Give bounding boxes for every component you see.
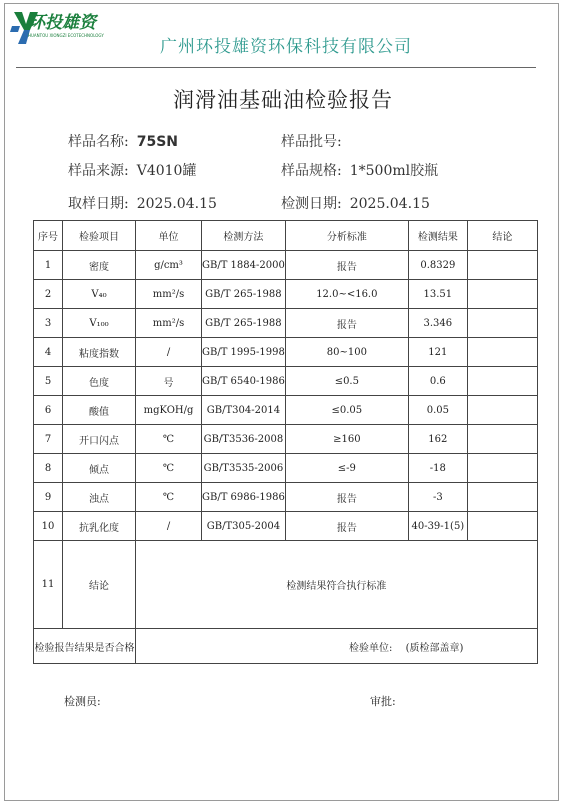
report-title: 润滑油基础油检验报告	[173, 88, 393, 112]
spec-label: 样品规格:	[281, 163, 342, 179]
header-unit: 单位	[136, 221, 202, 251]
source-label: 样品来源:	[68, 163, 129, 179]
cell-item: V₁₀₀	[63, 309, 136, 338]
company-name: 广州环投雄资环保科技有限公司	[160, 37, 412, 57]
cell-item: 色度	[63, 367, 136, 396]
table-row	[34, 425, 538, 454]
cell-conclusion	[467, 483, 537, 512]
cell-item: 密度	[63, 251, 136, 280]
conclusion-label: 结论	[63, 541, 136, 629]
pass-row	[34, 629, 538, 664]
table-row	[34, 309, 538, 338]
cell-standard: ≤0.05	[285, 396, 408, 425]
cell-result: 40-39-1(5)	[408, 512, 467, 541]
results-table	[33, 220, 538, 664]
batch-label: 样品批号:	[281, 134, 342, 150]
cell-unit: 号	[136, 367, 202, 396]
cell-unit: /	[136, 512, 202, 541]
cell-standard: ≤-9	[285, 454, 408, 483]
cell-item: 倾点	[63, 454, 136, 483]
cell-method: GB/T3536-2008	[202, 425, 286, 454]
cell-result: 162	[408, 425, 467, 454]
sampling-date-field	[68, 193, 217, 213]
cell-unit: mm²/s	[136, 280, 202, 309]
cell-method: GB/T 6986-1986	[202, 483, 286, 512]
cell-no: 9	[34, 483, 63, 512]
cell-item: 浊点	[63, 483, 136, 512]
table-row	[34, 338, 538, 367]
table-row	[34, 251, 538, 280]
table-row	[34, 512, 538, 541]
table-row	[34, 367, 538, 396]
cell-unit: ℃	[136, 425, 202, 454]
cell-unit: mm²/s	[136, 309, 202, 338]
header-conclusion: 结论	[467, 221, 537, 251]
cell-result: 0.05	[408, 396, 467, 425]
cell-no: 2	[34, 280, 63, 309]
cell-conclusion	[467, 338, 537, 367]
table-header-row	[34, 221, 538, 251]
cell-result: 13.51	[408, 280, 467, 309]
cell-result: -18	[408, 454, 467, 483]
cell-method: GB/T 265-1988	[202, 309, 286, 338]
header-item: 检验项目	[63, 221, 136, 251]
cell-method: GB/T3535-2006	[202, 454, 286, 483]
logo-text: 环投雄资	[28, 13, 96, 33]
cell-conclusion	[467, 425, 537, 454]
cell-no: 8	[34, 454, 63, 483]
spec-value: 1*500ml胶瓶	[349, 163, 439, 179]
reviewer-label: 审批:	[370, 695, 396, 708]
cell-method: GB/T304-2014	[202, 396, 286, 425]
test-date-label: 检测日期:	[281, 196, 342, 212]
cell-method: GB/T 1995-1998	[202, 338, 286, 367]
cell-item: 粘度指数	[63, 338, 136, 367]
cell-unit: ℃	[136, 454, 202, 483]
cell-result: 0.6	[408, 367, 467, 396]
cell-standard: 报告	[285, 251, 408, 280]
cell-no: 4	[34, 338, 63, 367]
table-row	[34, 396, 538, 425]
sample-name-field	[68, 131, 178, 151]
cell-item: V₄₀	[63, 280, 136, 309]
table-row	[34, 454, 538, 483]
cell-no: 5	[34, 367, 63, 396]
sample-name-label: 样品名称:	[68, 134, 129, 150]
inspection-unit-value: (质检部盖章)	[405, 642, 464, 654]
cell-no: 6	[34, 396, 63, 425]
header-result: 检测结果	[408, 221, 467, 251]
cell-no: 10	[34, 512, 63, 541]
pass-label: 检验报告结果是否合格	[34, 629, 136, 664]
cell-conclusion	[467, 309, 537, 338]
cell-conclusion	[467, 512, 537, 541]
cell-item: 抗乳化度	[63, 512, 136, 541]
cell-method: GB/T 1884-2000	[202, 251, 286, 280]
cell-item: 酸值	[63, 396, 136, 425]
sample-name-value: 75SN	[136, 134, 179, 150]
conclusion-text: 检测结果符合执行标准	[136, 541, 538, 629]
spec-field	[281, 160, 438, 180]
table-body	[34, 251, 538, 541]
source-value: V4010罐	[136, 163, 197, 179]
test-date-field	[281, 193, 430, 213]
inspector-label: 检测员:	[64, 695, 101, 708]
header-standard: 分析标准	[285, 221, 408, 251]
cell-conclusion	[467, 454, 537, 483]
cell-no: 7	[34, 425, 63, 454]
cell-item: 开口闪点	[63, 425, 136, 454]
cell-unit: g/cm³	[136, 251, 202, 280]
header-method: 检测方法	[202, 221, 286, 251]
cell-standard: 报告	[285, 512, 408, 541]
cell-standard: 报告	[285, 309, 408, 338]
cell-method: GB/T305-2004	[202, 512, 286, 541]
cell-conclusion	[467, 396, 537, 425]
cell-conclusion	[467, 280, 537, 309]
sampling-date-value: 2025.04.15	[136, 196, 217, 212]
cell-unit: mgKOH/g	[136, 396, 202, 425]
cell-standard: 报告	[285, 483, 408, 512]
cell-result: -3	[408, 483, 467, 512]
header-no: 序号	[34, 221, 63, 251]
cell-standard: 80~100	[285, 338, 408, 367]
cell-conclusion	[467, 251, 537, 280]
cell-conclusion	[467, 367, 537, 396]
cell-standard: ≥160	[285, 425, 408, 454]
cell-result: 3.346	[408, 309, 467, 338]
cell-result: 121	[408, 338, 467, 367]
table-row	[34, 483, 538, 512]
cell-standard: ≤0.5	[285, 367, 408, 396]
conclusion-row	[34, 541, 538, 629]
table-row	[34, 280, 538, 309]
cell-method: GB/T 6540-1986	[202, 367, 286, 396]
test-date-value: 2025.04.15	[349, 196, 430, 212]
cell-unit: /	[136, 338, 202, 367]
batch-field	[281, 131, 350, 151]
inspection-unit-label: 检验单位:	[349, 642, 393, 654]
cell-no: 1	[34, 251, 63, 280]
cell-method: GB/T 265-1988	[202, 280, 286, 309]
header-divider	[16, 67, 536, 68]
cell-result: 0.8329	[408, 251, 467, 280]
conclusion-no: 11	[34, 541, 63, 629]
sampling-date-label: 取样日期:	[68, 196, 129, 212]
source-field	[68, 160, 196, 180]
cell-standard: 12.0~<16.0	[285, 280, 408, 309]
inspection-unit-cell	[136, 629, 538, 664]
cell-no: 3	[34, 309, 63, 338]
logo-subtext: HUANTOU XIONGZI ECOTECHNOLOGY	[28, 33, 104, 38]
cell-unit: ℃	[136, 483, 202, 512]
